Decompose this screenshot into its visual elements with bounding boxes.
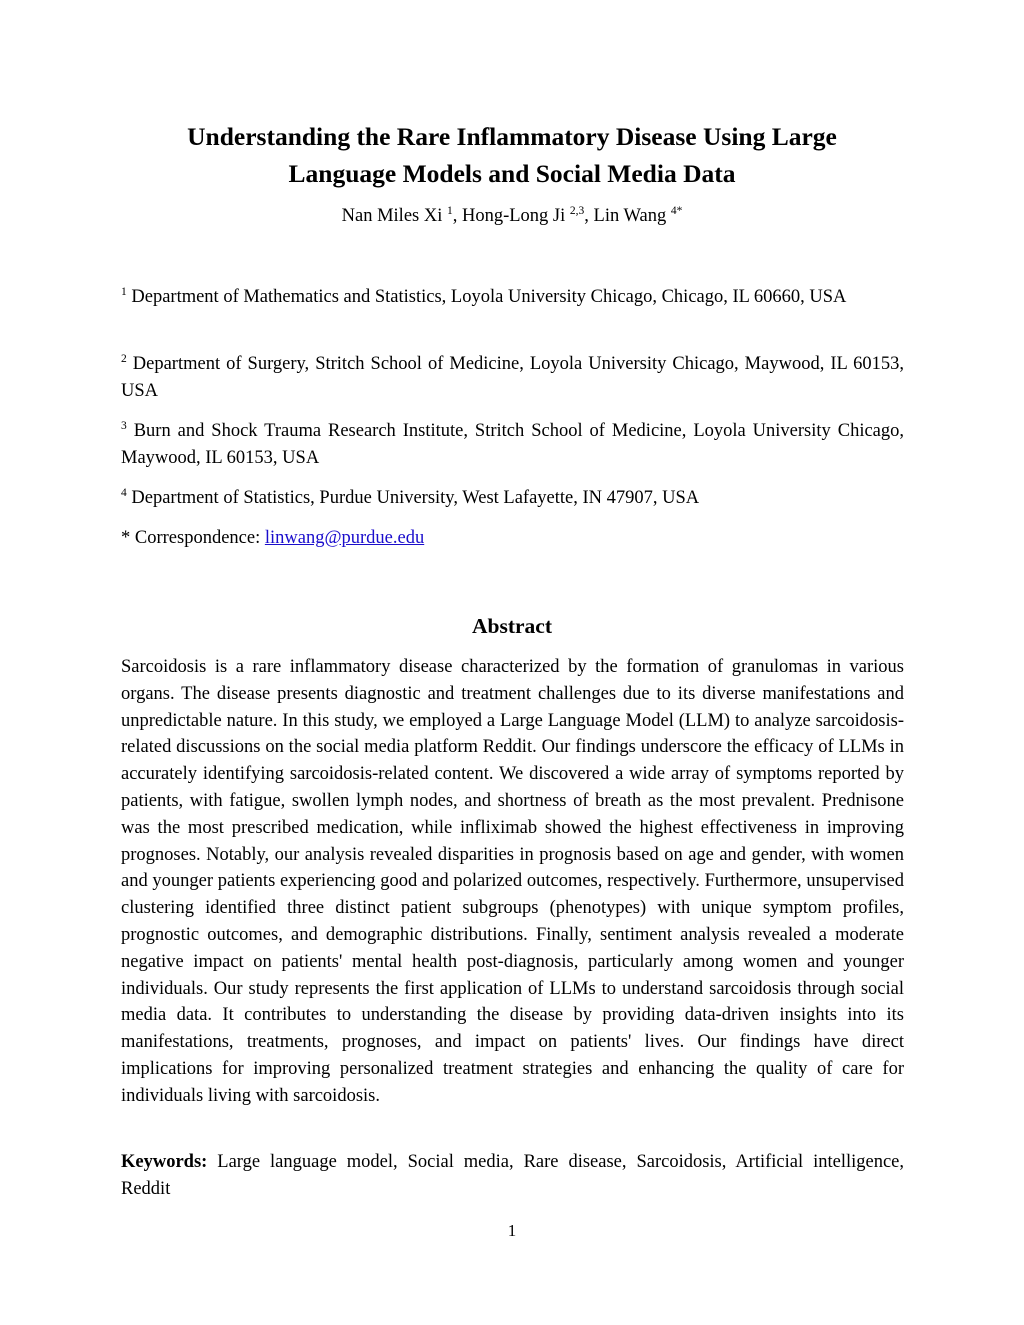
correspondence-label: * Correspondence:: [121, 528, 265, 548]
affiliation-text: Burn and Shock Trauma Research Institute, Stritch School of Medicine, Loyola University Chicago, Maywood, IL 60153, USA: [121, 421, 905, 468]
paper-title: [120, 118, 904, 192]
keywords-label: Keywords:: [121, 1152, 208, 1172]
affiliation-1: [121, 284, 904, 311]
abstract-body: Sarcoidosis is a rare inflammatory disease characterized by the formation of granulomas in various organs. The disease presents diagnostic and treatment challenges due to its diverse manifestations and unpredictable nature. In this study, we employed a Large Language Model (LLM) to analyze sarcoidosis-related discussions on the social media platform Reddit. Our findings underscore the efficacy of LLMs in accurately identifying sarcoidosis-related content. We discovered a wide array of symptoms reported by patients, with fatigue, swollen lymph nodes, and shortness of breath as the most prevalent. Prednisone was the most prescribed medication, while infliximab showed the highest effectiveness in improving prognoses. Notably, our analysis revealed disparities in prognosis based on age and gender, with women and younger patients experiencing good and polarized outcomes, respectively. Furthermore, unsupervised clustering identified three distinct patient subgroups (phenotypes) with unique symptom profiles, prognostic outcomes, and demographic distributions. Finally, sentiment analysis revealed a moderate negative impact on patients' mental health post-diagnosis, particularly among women and younger individuals. Our study represents the first application of LLMs to understand sarcoidosis through social media data. It contributes to understanding the disease by providing data-driven insights into its manifestations, treatments, prognoses, and impact on patients' lives. Our findings have direct implications for improving personalized treatment strategies and enhancing the quality of care for individuals living with sarcoidosis.: [121, 657, 904, 1106]
affiliation-number: 2: [121, 352, 127, 365]
author-list: [120, 203, 904, 229]
author-separator: ,: [452, 206, 462, 226]
author-name: Hong-Long Ji: [461, 206, 566, 226]
affiliation-3: [121, 418, 904, 472]
affiliation-4: [121, 485, 904, 512]
abstract-heading: Abstract: [471, 614, 552, 638]
author-affiliation-marker: 1: [446, 204, 453, 217]
author-name: Lin Wang: [593, 206, 667, 226]
affiliation-text: Department of Statistics, Purdue University, West Lafayette, IN 47907, USA: [131, 488, 700, 508]
affiliation-text: Department of Mathematics and Statistics, Loyola University Chicago, Chicago, IL 60660, USA: [131, 287, 847, 307]
affiliation-text: Department of Surgery, Stritch School of Medicine, Loyola University Chicago, Maywood, IL 60153, USA: [121, 354, 904, 401]
affiliation-number: 4: [121, 486, 127, 499]
affiliation-2: [121, 351, 904, 405]
author-affiliation-marker: 4*: [670, 204, 683, 217]
keywords: [121, 1149, 904, 1203]
affiliation-number: 1: [121, 285, 127, 298]
title-line-1: Understanding the Rare Inflammatory Disease Using Large: [187, 122, 837, 151]
author-name: Nan Miles Xi: [341, 206, 443, 226]
author-separator: ,: [584, 206, 594, 226]
keywords-text: Large language model, Social media, Rare disease, Sarcoidosis, Artificial intelligence, Reddit: [121, 1152, 904, 1199]
affiliation-number: 3: [121, 419, 127, 432]
correspondence-email-link[interactable]: linwang@purdue.edu: [264, 528, 425, 548]
author-affiliation-marker: 2,3: [569, 204, 585, 217]
correspondence: [121, 525, 904, 552]
page-number: 1: [507, 1221, 517, 1240]
title-line-2: Language Models and Social Media Data: [288, 159, 736, 188]
